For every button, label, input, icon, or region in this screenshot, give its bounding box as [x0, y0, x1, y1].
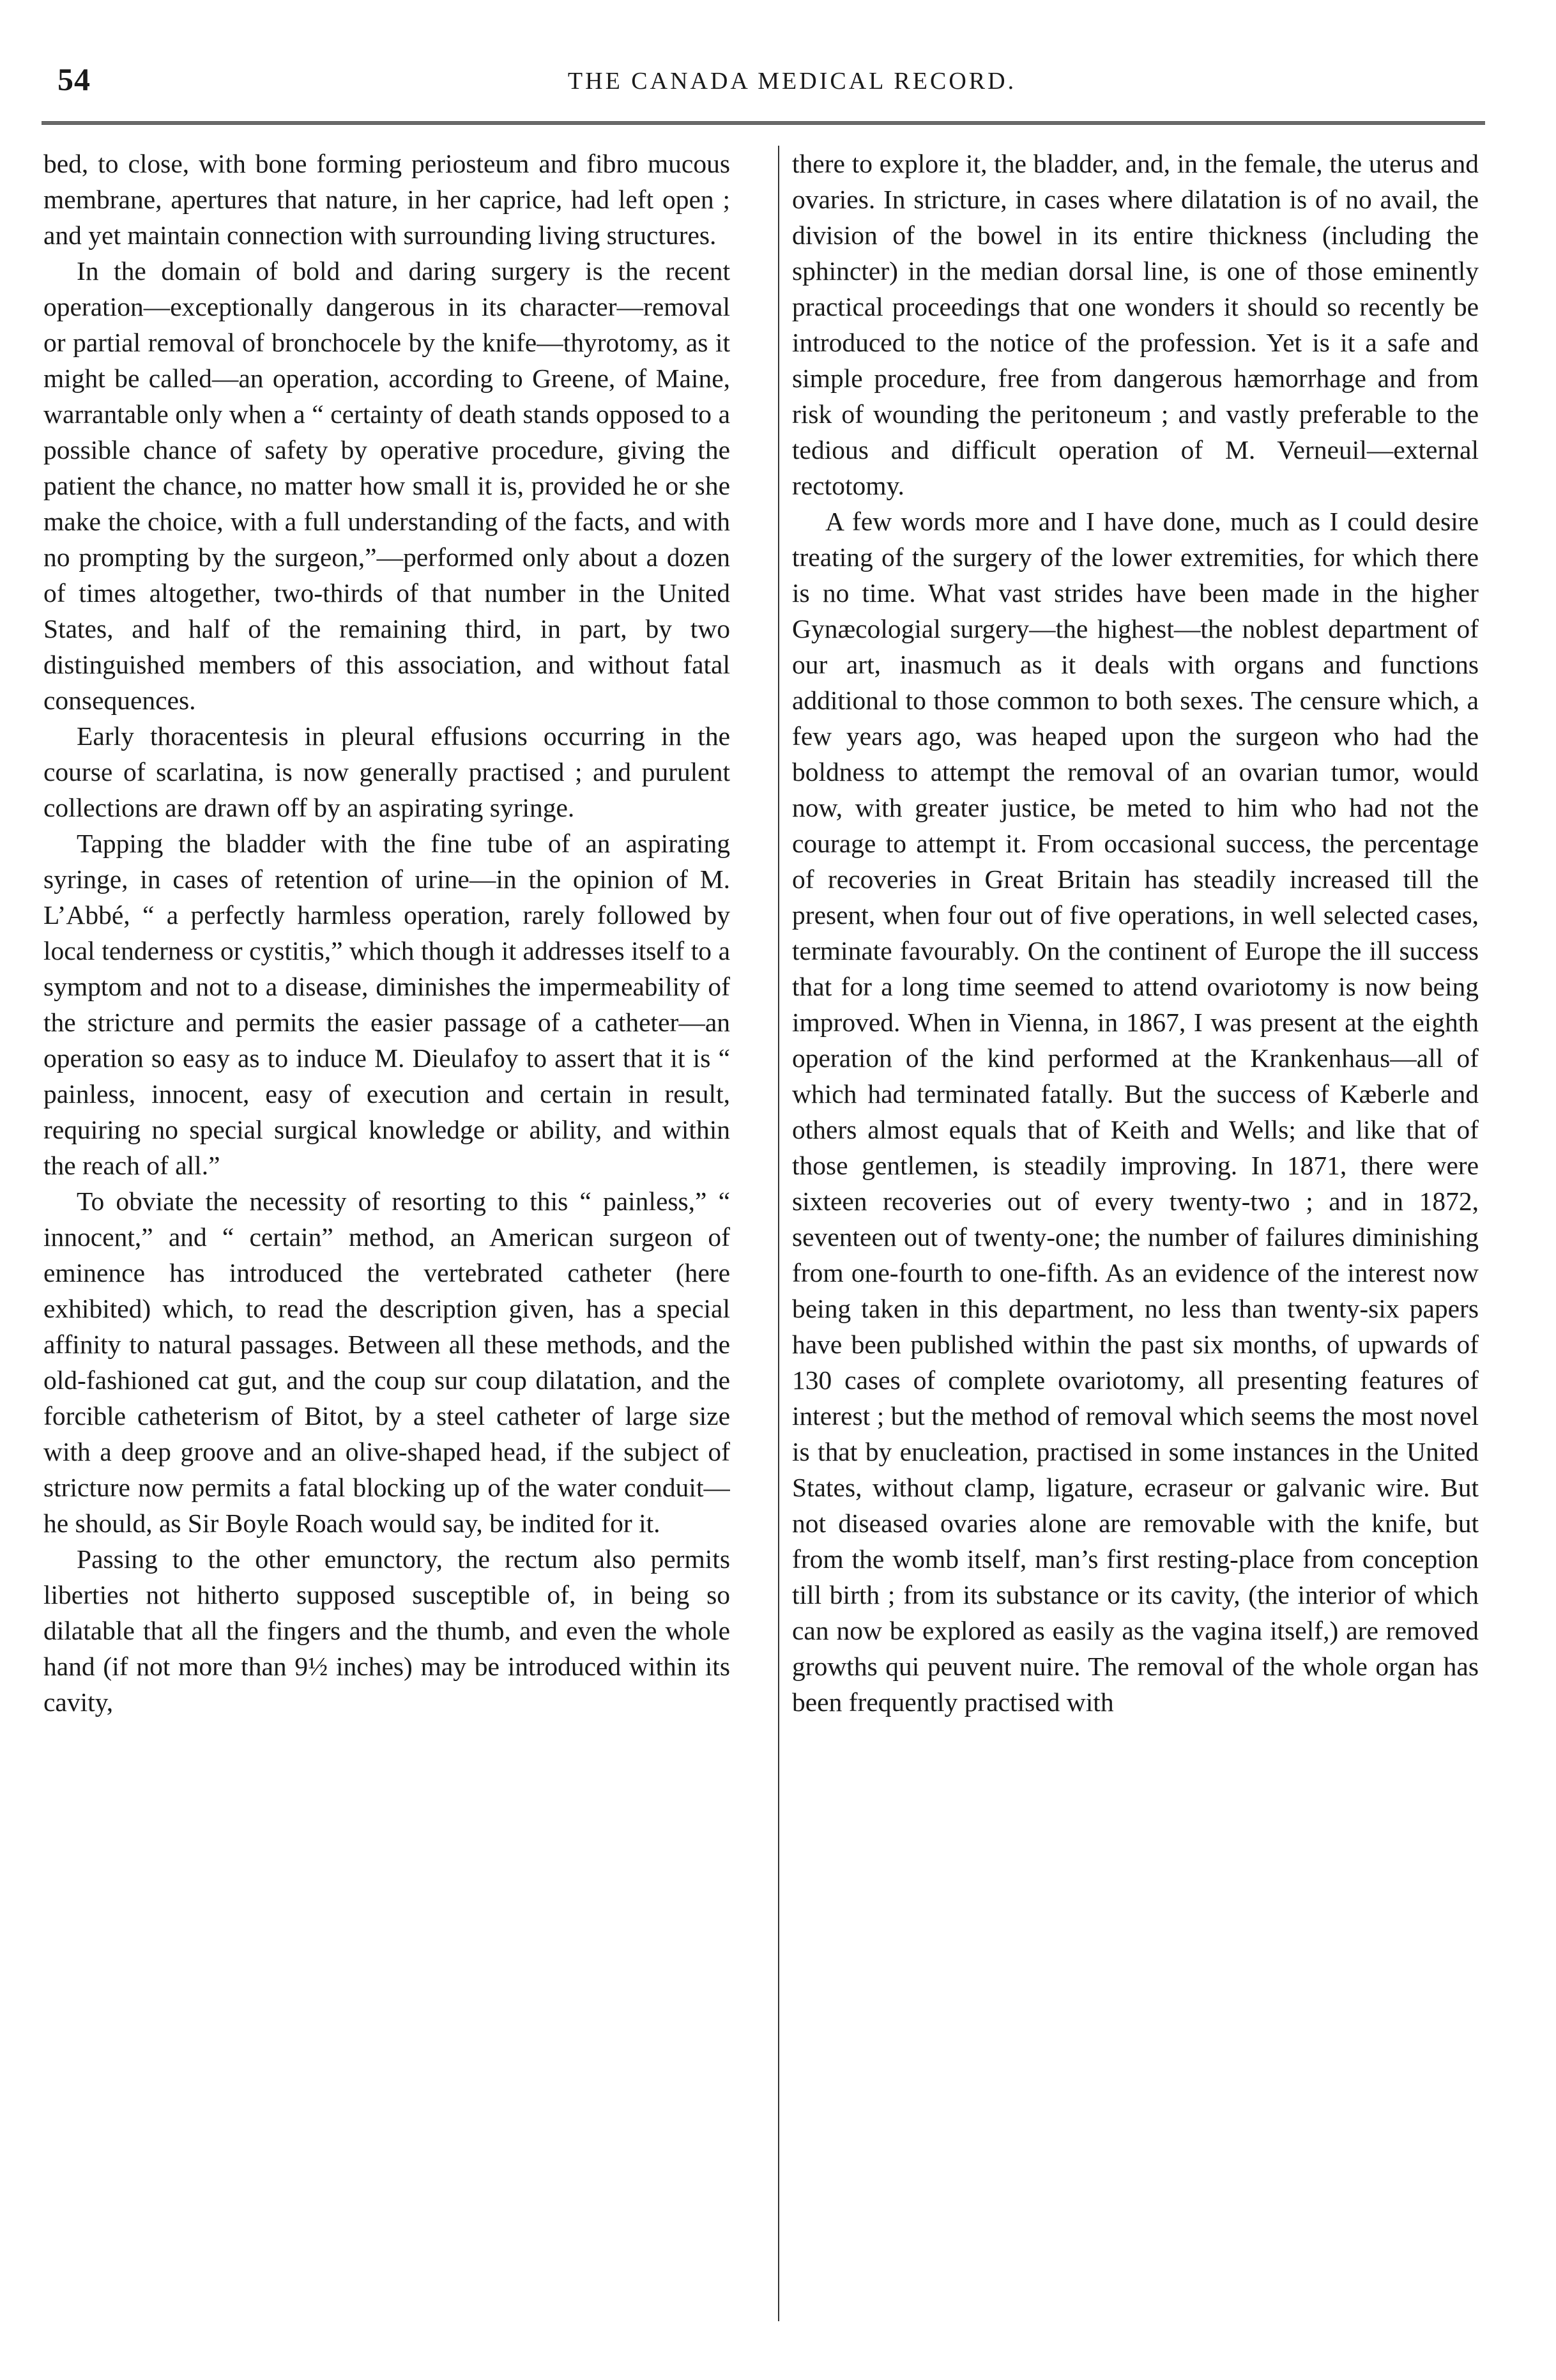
header-rule — [42, 121, 1485, 127]
paragraph: A few words more and I have done, much as I could desire treating of the surgery of the lower extremities, for which there is no time. What vast strides have been made in the higher Gynæcologial surgery—the highest—the noblest department of our art, inasmuch as it deals with organs and functions additional to those common to both sexes. The censure which, a few years ago, was heaped upon the surgeon who had the boldness to attempt the removal of an ovarian tumor, would now, with greater justice, be meted to him who had not the courage to attempt it. From occasional success, the percentage of recoveries in Great Britain has steadily increased till the present, when four out of five operations, in well selected cases, terminate favourably. On the continent of Europe the ill success that for a long time seemed to attend ovariotomy is now being improved. When in Vienna, in 1867, I was present at the eighth operation of the kind performed at the Krankenhaus—all of which had terminated fatally. But the success of Kæberle and others almost equals that of Keith and Wells; and like that of those gentlemen, is steadily improving. In 1871, there were sixteen recoveries out of every twenty-two ; and in 1872, seventeen out of twenty-one; the number of failures diminishing from one-fourth to one-fifth. As an evidence of the interest now being taken in this department, no less than twenty-six papers have been published within the past six months, of upwards of 130 cases of complete ovariotomy, all presenting features of interest ; but the method of removal which seems the most novel is that by enucleation, practised in some instances in the United States, without clamp, ligature, ecraseur or galvanic wire. But not diseased ovaries alone are removable with the knife, but from the womb itself, man’s first resting-place from conception till birth ; from its substance or its cavity, (the interior of which can now be explored as easily as the vagina itself,) are removed growths qui peuvent nuire. The removal of the whole organ has been frequently practised with — [792, 507, 1479, 1717]
right-column — [792, 146, 1479, 2331]
paragraph: Passing to the other emunctory, the rectum also permits liberties not hitherto supposed susceptible of, in being so dilatable that all the fingers and the thumb, and even the whole hand (if not more than 9½ inches) may be introduced within its cavity, — [43, 1544, 730, 1717]
paragraph: In the domain of bold and daring surgery is the recent operation—exceptionally dangerous in its character—removal or partial removal of bronchocele by the knife—thyrotomy, as it might be called—an operation, according to Greene, of Maine, warrantable only when a “ certainty of death stands opposed to a possible chance of safety by operative procedure, giving the patient the chance, no matter how small it is, provided he or she make the choice, with a full understanding of the facts, and with no prompting by the surgeon,”—performed only about a dozen of times altogether, two-thirds of that number in the United States, and half of the remaining third, in part, by two distinguished members of this association, and without fatal consequences. — [43, 256, 730, 715]
left-column — [43, 146, 730, 2331]
paragraph: bed, to close, with bone forming periosteum and fibro mucous membrane, apertures that nature, in her caprice, had left open ; and yet maintain connection with surrounding living structures. — [43, 149, 730, 250]
paragraph: there to explore it, the bladder, and, in the female, the uterus and ovaries. In stricture, in cases where dilatation is of no avail, the division of the bowel in its entire thickness (including the sphincter) in the median dorsal line, is one of those eminently practical proceedings that one wonders it should so recently be introduced to the notice of the profession. Yet is it a safe and simple procedure, free from dangerous hæmorrhage and from risk of wounding the peritoneum ; and vastly preferable to the tedious and difficult operation of M. Verneuil—external rectotomy. — [792, 149, 1479, 500]
page-number: 54 — [57, 61, 91, 97]
column-divider — [778, 146, 779, 2321]
paragraph: Tapping the bladder with the fine tube of an aspirating syringe, in cases of retention of urine—in the opinion of M. L’Abbé, “ a perfectly harmless operation, rarely followed by local tenderness or cystitis,” which though it addresses itself to a symptom and not to a disease, diminishes the impermeability of the stricture and permits the easier passage of a catheter—an operation so easy as to induce M. Dieulafoy to assert that it is “ painless, innocent, easy of execution and certain in result, requiring no special surgical knowledge or ability, and within the reach of all.” — [43, 829, 730, 1180]
paragraph: To obviate the necessity of resorting to this “ painless,” “ innocent,” and “ certain” method, an American surgeon of eminence has introduced the vertebrated catheter (here exhibited) which, to read the description given, has a special affinity to natural passages. Between all these methods, and the old-fashioned cat gut, and the coup sur coup dilatation, and the forcible catheterism of Bitot, by a steel catheter of large size with a deep groove and an olive-shaped head, if the subject of stricture now permits a fatal blocking up of the water conduit—he should, as Sir Boyle Roach would say, be indited for it. — [43, 1186, 730, 1538]
running-title: THE CANADA MEDICAL RECORD. — [567, 68, 1017, 95]
page-header — [57, 61, 1482, 112]
paragraph: Early thoracentesis in pleural effusions occurring in the course of scarlatina, is now generally practised ; and purulent collections are drawn off by an aspirating syringe. — [43, 721, 730, 822]
